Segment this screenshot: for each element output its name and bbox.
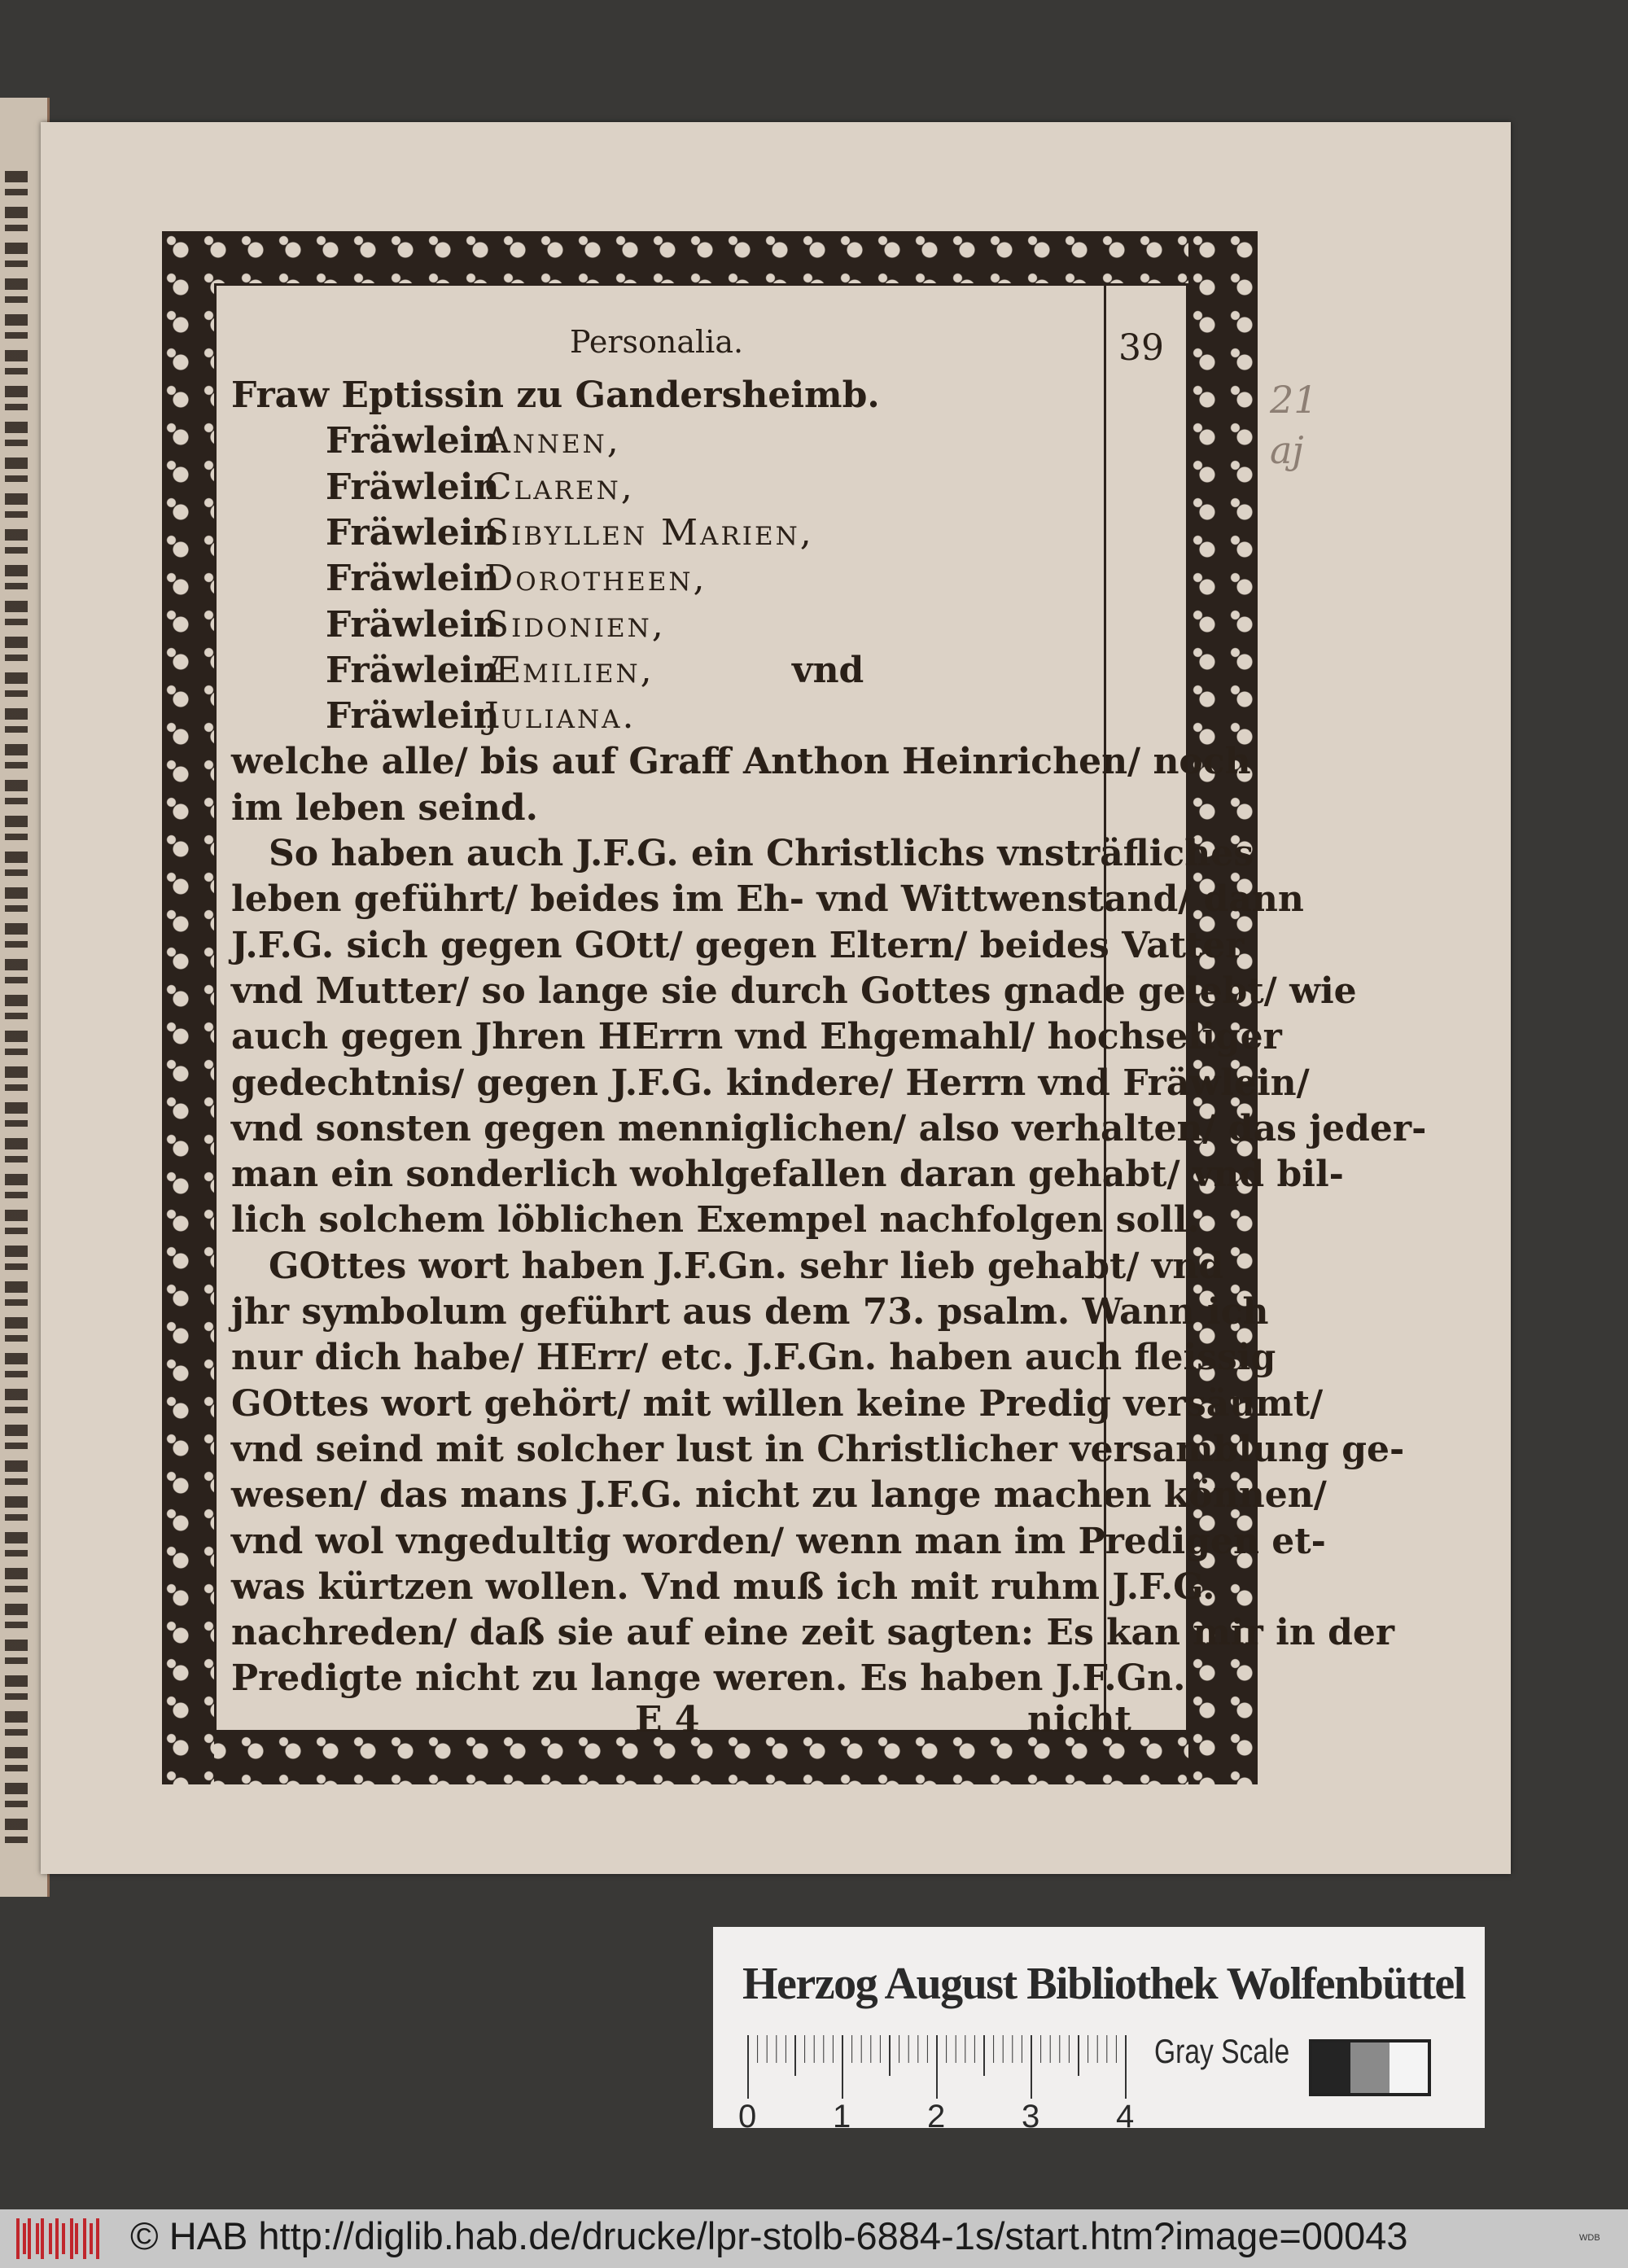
ornament-border-left	[162, 231, 214, 1784]
handwritten-note: 21 aj	[1270, 378, 1318, 472]
line-text: GOttes wort gehört/ mit willen keine Predig versäumt/	[231, 1382, 1324, 1425]
logo-bar	[41, 2218, 44, 2259]
logo-bar	[62, 2223, 65, 2254]
text-line	[231, 1244, 1224, 1289]
text-line	[231, 1656, 1186, 1701]
line-text: gedechtnis/ gegen J.F.G. kindere/ Herrn vnd Fräwlein/	[231, 1062, 1310, 1104]
text-line	[326, 648, 1058, 694]
ruler-number: 2	[927, 2099, 946, 2134]
logo-bar	[96, 2218, 99, 2259]
line-text: Predigte nicht zu lange weren. Es haben J.F.Gn.	[231, 1657, 1186, 1700]
text-line	[326, 465, 1058, 510]
line-text: im leben seind.	[231, 786, 538, 829]
line-text: wesen/ das mans J.F.G. nicht zu lange machen können/	[231, 1474, 1327, 1517]
text-line	[231, 1106, 1427, 1152]
text-line	[326, 510, 1058, 556]
logo-bar	[23, 2223, 26, 2254]
footer-mark: WDB	[1579, 2233, 1600, 2243]
text-line	[231, 1197, 1200, 1243]
previous-page-ornament	[5, 171, 28, 1848]
ornament-border-top	[162, 231, 1258, 283]
line-text: Fräwlein	[326, 695, 500, 738]
text-line	[231, 923, 1245, 969]
hab-logo-icon	[16, 2218, 106, 2259]
text-line	[231, 1152, 1344, 1197]
library-name: Herzog August Bibliothek Wolfenbüttel	[742, 1959, 1465, 2009]
catchword: nicht	[1027, 1699, 1131, 1740]
line-text: auch gegen Jhren HErrn vnd Ehgemahl/ hochseliger	[231, 1016, 1282, 1058]
swatch-white	[1389, 2043, 1428, 2093]
logo-bar	[16, 2218, 20, 2259]
text-line	[231, 1381, 1324, 1427]
ruler-number: 1	[833, 2099, 851, 2134]
swatch-gray	[1350, 2043, 1389, 2093]
person-name: Annen,	[484, 420, 621, 462]
logo-bar	[36, 2223, 39, 2254]
line-text: leben geführt/ beides im Eh- vnd Wittwenstand/ dann	[231, 878, 1304, 921]
line-text: So haben auch J.F.G. ein Christlichs vnsträfliches	[231, 833, 1254, 874]
line-text: GOttes wort haben J.F.Gn. sehr lieb gehabt/ vnd	[231, 1245, 1224, 1287]
text-line	[231, 1289, 1269, 1335]
text-line	[326, 556, 1058, 602]
gray-scale-label: Gray Scale	[1154, 2032, 1290, 2070]
line-text: Fräwlein	[326, 558, 500, 600]
running-head: Personalia.	[570, 324, 744, 360]
person-name: Juliana.	[484, 695, 637, 738]
text-line	[231, 786, 1092, 831]
ruler-icon	[746, 2035, 1129, 2100]
logo-bar	[83, 2218, 86, 2259]
swatch-black	[1312, 2043, 1350, 2093]
line-text: man ein sonderlich wohlgefallen daran gehabt/ vnd bil-	[231, 1154, 1344, 1196]
text-line	[231, 1014, 1282, 1060]
line-text: Fräwlein	[326, 420, 500, 462]
line-text: Fräwlein	[326, 511, 500, 554]
text-line	[231, 1427, 1405, 1473]
text-line	[231, 831, 1254, 877]
text-line	[231, 1610, 1395, 1656]
line-text: welche alle/ bis auf Graff Anthon Heinrichen/ noch	[231, 741, 1251, 783]
footer-url-text: © HAB http://diglib.hab.de/drucke/lpr-stolb-6884-1s/start.htm?image=00043	[130, 2214, 1408, 2257]
text-line	[231, 739, 1251, 785]
text-line	[231, 1473, 1327, 1518]
line-tail: vnd	[792, 649, 864, 691]
ruler-number: 4	[1116, 2099, 1135, 2134]
line-text: Fraw Eptissin zu Gandersheimb.	[231, 374, 880, 416]
logo-bar	[75, 2223, 78, 2254]
line-text: lich solchem löblichen Exempel nachfolgen soll.	[231, 1199, 1200, 1241]
line-text: Fräwlein	[326, 466, 500, 508]
gray-scale-swatches	[1309, 2039, 1431, 2096]
line-text: vnd wol vngedultig worden/ wenn man im Predigen et-	[231, 1520, 1326, 1562]
person-name: Sidonien,	[484, 603, 666, 646]
line-text: vnd Mutter/ so lange sie durch Gottes gnade gelebt/ wie	[231, 970, 1357, 1012]
person-name: Æmilien,	[484, 649, 654, 691]
text-line	[231, 969, 1357, 1014]
line-text: was kürtzen wollen. Vnd muß ich mit ruhm J.F.G.	[231, 1565, 1215, 1608]
line-text: Fräwlein	[326, 649, 500, 691]
text-line	[231, 1565, 1215, 1610]
text-line	[231, 877, 1304, 922]
page-number: 39	[1118, 327, 1164, 369]
text-line	[231, 1519, 1326, 1565]
text-line	[326, 418, 1058, 464]
logo-bar	[70, 2218, 73, 2259]
ruler-number: 3	[1022, 2099, 1040, 2134]
line-text: vnd sonsten gegen menniglichen/ also verhalten/ das jeder-	[231, 1107, 1427, 1149]
line-text: jhr symbolum geführt aus dem 73. psalm. Wann ich	[231, 1291, 1269, 1333]
signature-mark: E 4	[635, 1699, 700, 1740]
logo-bar	[55, 2218, 59, 2259]
text-line	[231, 1061, 1310, 1106]
line-text: nachreden/ daß sie auf eine zeit sagten: Es kan mir in der	[231, 1612, 1395, 1654]
person-name: Claren,	[484, 466, 635, 508]
text-line	[326, 694, 1058, 739]
ruler-number: 0	[738, 2099, 757, 2134]
text-line	[326, 602, 1058, 648]
line-text: nur dich habe/ HErr/ etc. J.F.Gn. haben auch fleissig	[231, 1337, 1276, 1379]
text-line	[231, 373, 1092, 418]
line-text: J.F.G. sich gegen GOtt/ gegen Eltern/ beides Vatter	[231, 924, 1245, 966]
person-name: Dorotheen,	[484, 558, 707, 600]
text-line	[231, 1335, 1276, 1381]
logo-bar	[90, 2223, 93, 2254]
logo-bar	[49, 2223, 52, 2254]
person-name: Sibyllen Marien,	[484, 511, 814, 554]
line-text: vnd seind mit solcher lust in Christlicher versamblung ge-	[231, 1428, 1405, 1470]
logo-bar	[28, 2218, 31, 2259]
line-text: Fräwlein	[326, 603, 500, 646]
